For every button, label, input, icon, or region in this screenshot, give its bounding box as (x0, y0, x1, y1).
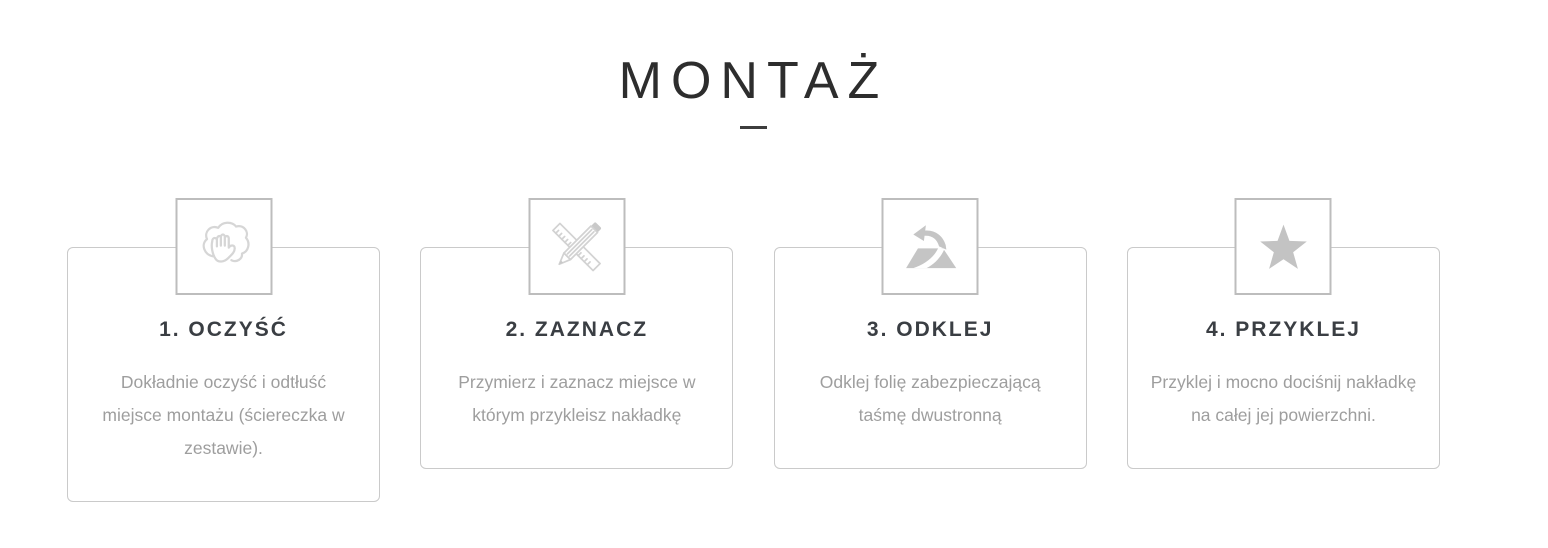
step-icon-box (175, 198, 272, 295)
step-description: Przymierz i zaznacz miejsce w którym przykleisz nakładkę (458, 372, 696, 426)
step-card-przyklej (1127, 247, 1440, 469)
montaz-section (67, 0, 1440, 502)
step-icon-box (528, 198, 625, 295)
steps-row (67, 247, 1440, 502)
step-card-oczysc (67, 247, 380, 502)
step-heading: 2. ZAZNACZ (505, 318, 649, 342)
step-card-odklej (774, 247, 1087, 469)
hand-wipe-icon (191, 214, 257, 280)
step-icon-box (882, 198, 979, 295)
step-icon-box (1235, 198, 1332, 295)
step-heading: 3. ODKLEJ (866, 318, 994, 342)
step-description: Przyklej i mocno dociśnij nakładkę na całej jej powierzchni. (1150, 372, 1417, 426)
step-heading: 4. PRZYKLEJ (1205, 318, 1361, 342)
step-heading: 1. OCZYŚĆ (159, 318, 288, 342)
ruler-pencil-icon (544, 214, 610, 280)
title-divider (740, 126, 767, 129)
step-card-zaznacz (420, 247, 733, 469)
section-title: MONTAŻ (618, 52, 889, 110)
step-description: Dokładnie oczyść i odtłuść miejsce montażu (ściereczka w zestawie). (102, 372, 345, 459)
step-description: Odklej folię zabezpieczającą taśmę dwustronną (819, 372, 1041, 426)
peel-sticker-icon (897, 214, 963, 280)
star-icon (1248, 212, 1318, 282)
